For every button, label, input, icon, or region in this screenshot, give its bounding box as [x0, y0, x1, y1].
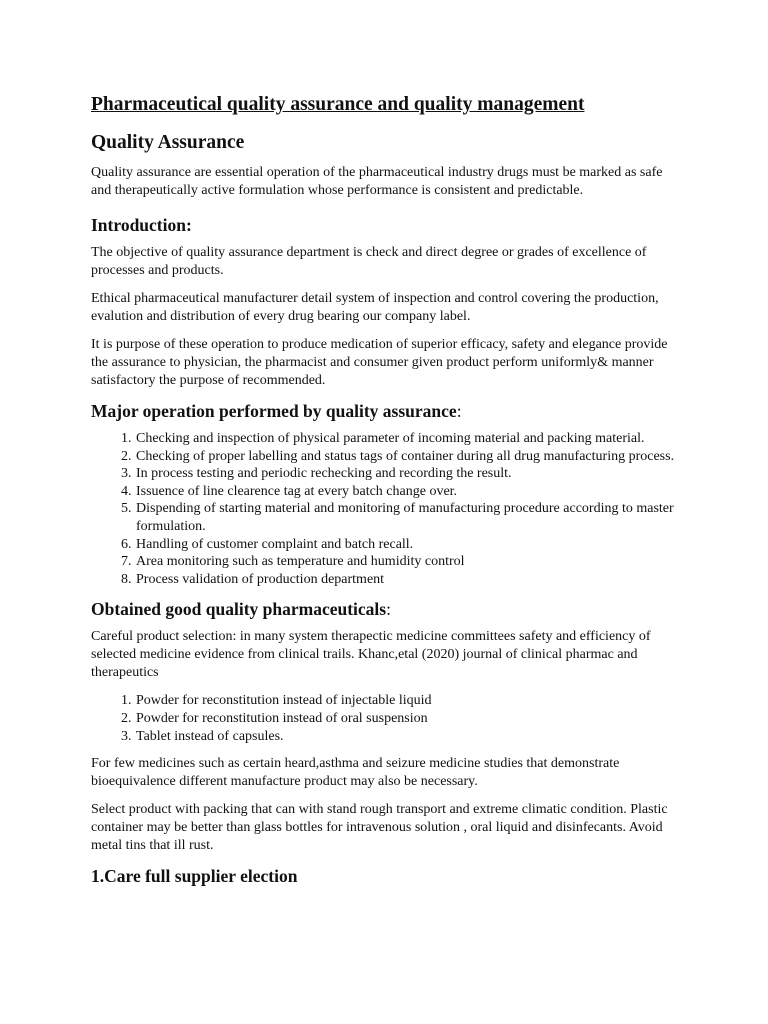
- heading-obtained-colon: :: [386, 599, 391, 620]
- heading-major-operation: [91, 400, 678, 422]
- list-item: 1. Checking and inspection of physical parameter of incoming material and packing material.: [135, 430, 678, 448]
- obtained-list: [91, 692, 678, 745]
- paragraph-obtained: Careful product selection: in many system therapectic medicine committees safety and efficiency of selected medicine evidence from clinical trails. Khanc,etal (2020) journal of clinical pharmac and therapeutics: [91, 629, 651, 681]
- paragraph-qa: Quality assurance are essential operation of the pharmaceutical industry drugs must be marked as safe and therapeutically active formulation whose performance is consistent and predictable.: [91, 165, 663, 198]
- heading-supplier-election: 1.Care full supplier election: [91, 866, 298, 887]
- list-item: 7. Area monitoring such as temperature and humidity control: [135, 553, 678, 571]
- paragraph-bioequivalence: For few medicines such as certain heard,asthma and seizure medicine studies that demonstrate bioequivalence different manufacture product may also be necessary.: [91, 756, 620, 790]
- list-item: 2. Checking of proper labelling and status tags of container during all drug manufacturing process.: [135, 448, 678, 466]
- heading-major-operation-text: Major operation performed by quality assurance: [91, 401, 457, 421]
- list-item: 3. In process testing and periodic rechecking and recording the result.: [135, 465, 678, 483]
- list-item: 6. Handling of customer complaint and batch recall.: [135, 536, 678, 554]
- list-item: 2. Powder for reconstitution instead of oral suspension: [135, 710, 678, 728]
- paragraph-intro-1: The objective of quality assurance department is check and direct degree or grades of excellence of processes and products.: [91, 245, 647, 278]
- heading-obtained-good-quality: [91, 598, 678, 620]
- paragraph-packing: Select product with packing that can with stand rough transport and extreme climatic condition. Plastic container may be better than glass bottles for intravenous solution , oral liquid and disinfecants. Avoid metal tins that ill rust.: [91, 802, 668, 854]
- heading-obtained-text: Obtained good quality pharmaceuticals: [91, 599, 387, 620]
- paragraph-intro-3: It is purpose of these operation to produce medication of superior efficacy, safety and elegance provide the assurance to physician, the pharmacist and consumer given product perform uniformly& manner satisfactory the purpose of recommended.: [91, 337, 668, 388]
- list-item: 8. Process validation of production department: [135, 571, 678, 589]
- major-operation-list: [91, 430, 678, 588]
- list-item: 3. Tablet instead of capsules.: [135, 728, 678, 746]
- list-item: 1. Powder for reconstitution instead of injectable liquid: [135, 692, 678, 710]
- heading-major-operation-colon: :: [456, 401, 462, 421]
- list-item: 4. Issuence of line clearence tag at every batch change over.: [135, 483, 678, 501]
- heading-introduction: Introduction:: [91, 215, 192, 235]
- document-title: Pharmaceutical quality assurance and quality management: [91, 94, 585, 115]
- paragraph-intro-2: Ethical pharmaceutical manufacturer detail system of inspection and control covering the production, evalution and distribution of every drug bearing our company label.: [91, 291, 659, 324]
- heading-quality-assurance: Quality Assurance: [91, 132, 245, 153]
- list-item: 5. Dispending of starting material and monitoring of manufacturing procedure according to master formulation.: [135, 500, 678, 535]
